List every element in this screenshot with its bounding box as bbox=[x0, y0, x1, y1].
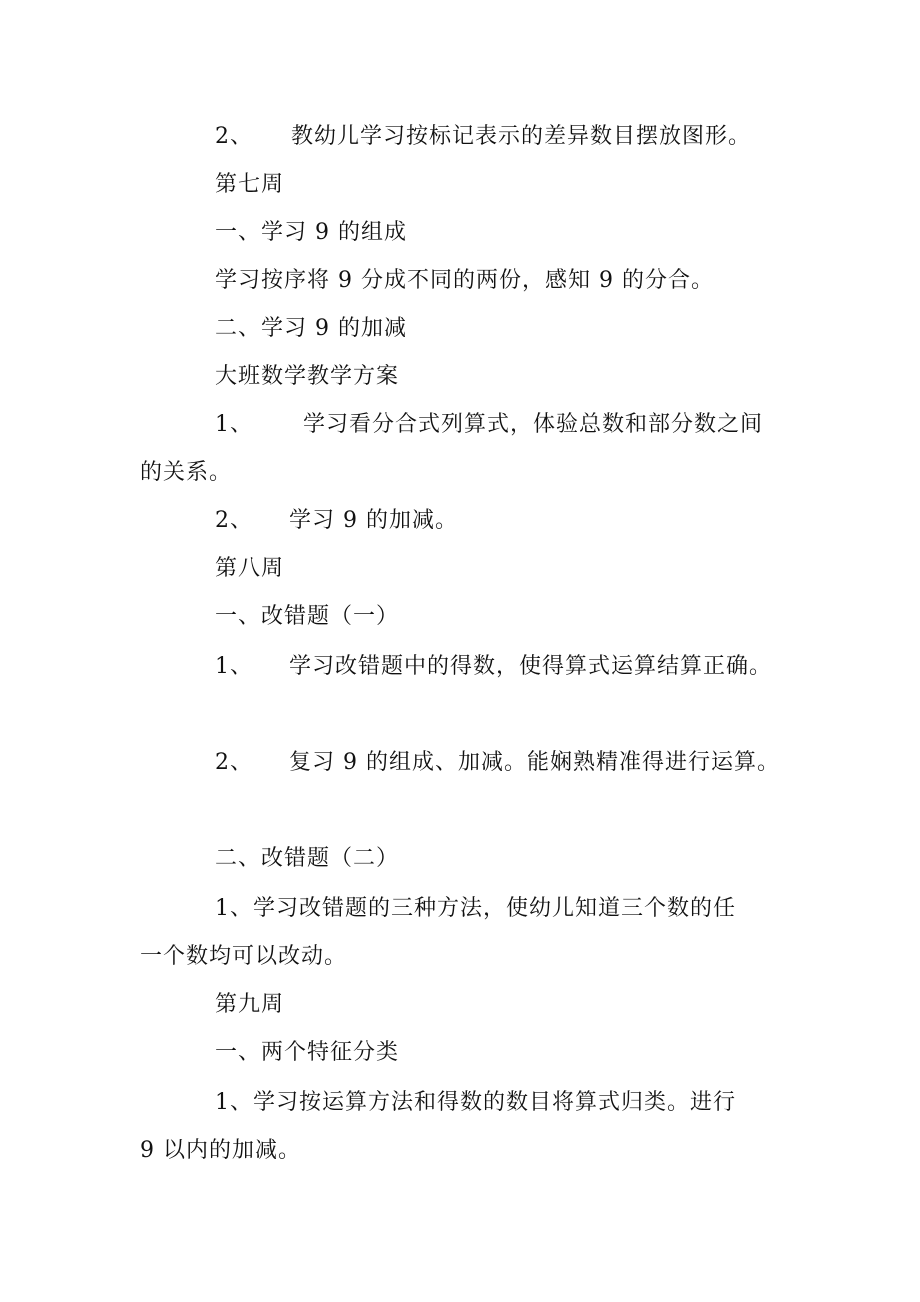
section-heading: 一、学习 9 的组成 bbox=[215, 220, 407, 245]
list-item-text: 教幼儿学习按标记表示的差异数目摆放图形。 bbox=[291, 124, 752, 149]
paragraph-continuation: 一个数均可以改动。 bbox=[140, 944, 348, 969]
list-number: 2、 bbox=[215, 750, 253, 775]
list-number: 2、 bbox=[215, 124, 253, 149]
list-number: 1、 bbox=[215, 654, 253, 679]
list-item-text: 学习改错题中的得数，使得算式运算结算正确。 bbox=[289, 654, 773, 679]
paragraph-continuation: 9 以内的加减。 bbox=[140, 1138, 301, 1163]
paragraph: 1、学习按运算方法和得数的数目将算式归类。进行 bbox=[215, 1090, 736, 1115]
section-heading: 一、改错题（一） bbox=[215, 604, 400, 629]
week-heading-9: 第九周 bbox=[215, 992, 285, 1017]
section-heading: 二、改错题（二） bbox=[215, 846, 400, 871]
list-item-teach-shapes bbox=[215, 122, 751, 152]
paragraph: 学习按序将 9 分成不同的两份，感知 9 的分合。 bbox=[215, 268, 714, 293]
week-heading-7: 第七周 bbox=[215, 172, 285, 197]
list-item bbox=[215, 410, 763, 440]
section-title: 大班数学教学方案 bbox=[215, 364, 400, 389]
list-number: 1、 bbox=[215, 412, 253, 437]
list-item bbox=[215, 748, 780, 778]
section-heading: 二、学习 9 的加减 bbox=[215, 316, 407, 341]
paragraph: 1、学习改错题的三种方法，使幼儿知道三个数的任 bbox=[215, 896, 736, 921]
paragraph-continuation: 的关系。 bbox=[140, 460, 233, 485]
list-item-text: 复习 9 的组成、加减。能娴熟精准得进行运算。 bbox=[289, 750, 780, 775]
week-heading-8: 第八周 bbox=[215, 556, 285, 581]
list-item bbox=[215, 506, 458, 536]
section-heading: 一、两个特征分类 bbox=[215, 1040, 400, 1065]
list-item-text: 学习看分合式列算式，体验总数和部分数之间 bbox=[303, 412, 764, 437]
list-number: 2、 bbox=[215, 508, 253, 533]
list-item-text: 学习 9 的加减。 bbox=[289, 508, 458, 533]
list-item bbox=[215, 652, 772, 682]
